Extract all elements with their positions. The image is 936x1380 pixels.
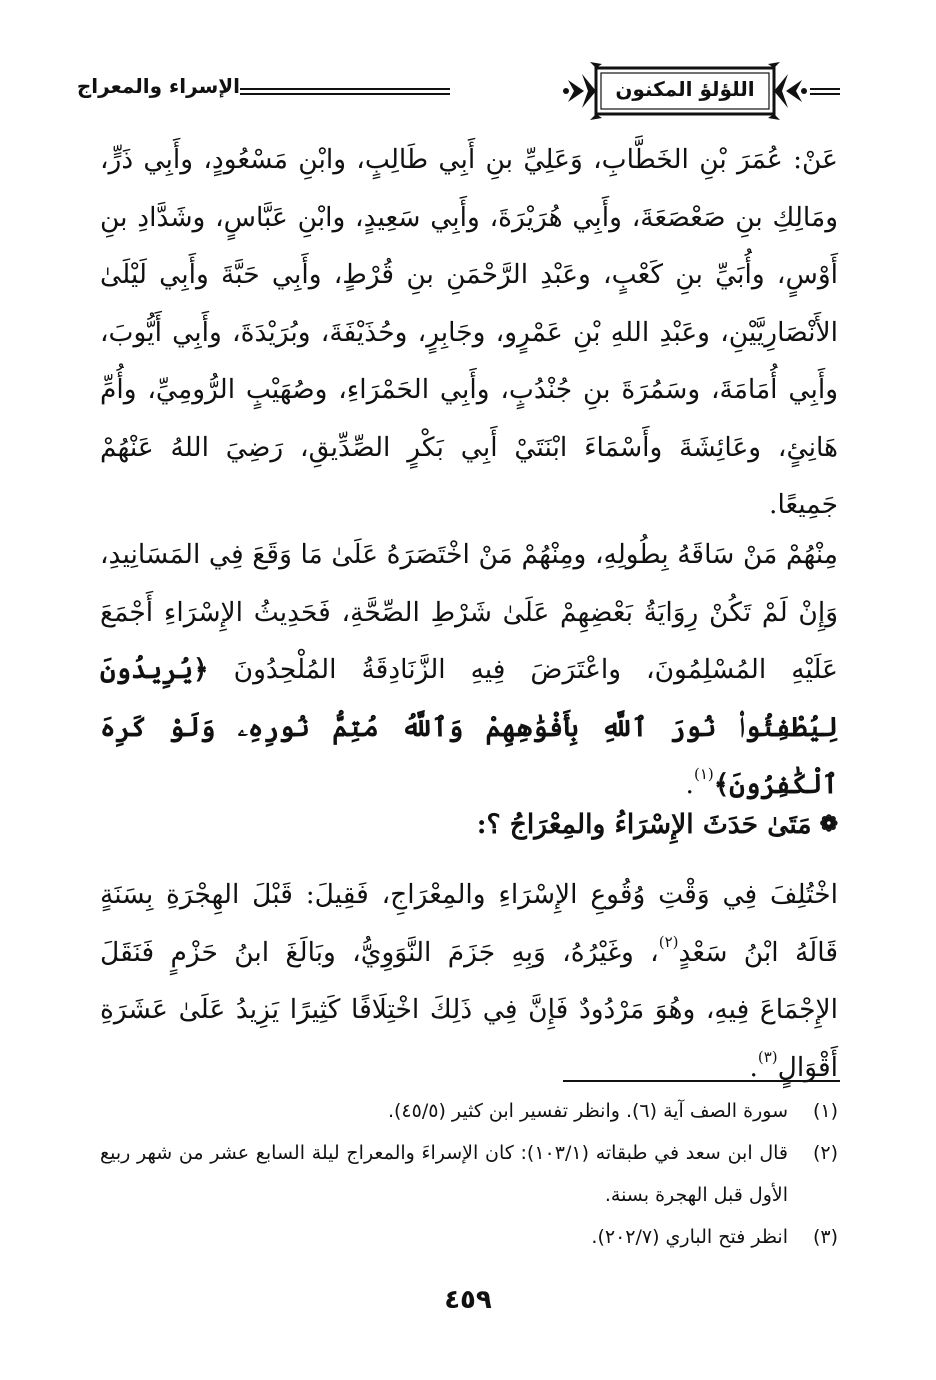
- footnote-ref-3[interactable]: (٣): [757, 1047, 778, 1066]
- paragraph-consensus: [100, 526, 838, 814]
- paragraph-consensus-end: .: [685, 769, 694, 800]
- book-title-frame: [562, 62, 808, 120]
- book-title: اللؤلؤ المكنون: [615, 77, 755, 101]
- flower-bullet-icon: ❁: [819, 811, 838, 837]
- quran-close-brace: ﴾: [713, 769, 730, 800]
- chapter-title: الإسراء والمعراج: [76, 74, 240, 98]
- footnote-item: [100, 1132, 838, 1216]
- paragraph-narrators: عَنْ: عُمَرَ بْنِ الخَطَّابِ، وَعَلِيِّ بنِ أَبِي طَالِبٍ، وابْنِ مَسْعُودٍ، وأَبِي ذَرٍّ، ومَالِكِ بنِ صَعْصَعَةَ، وأَبِي هُرَيْرَةَ، وأَبِي سَعِيدٍ، وابْنِ عَبَّاسٍ، وشَدَّادِ بنِ أَوْسٍ، وأُبَيِّ بنِ كَعْبٍ، وعَبْدِ الرَّحْمَنِ بنِ قُرْطٍ، وأَبِي حَبَّةَ وأَبِي لَيْلَىٰ الأَنْصَارِيَّيْنِ، وعَبْدِ اللهِ بْنِ عَمْرٍو، وجَابِرٍ، وحُذَيْفَةَ، وبُرَيْدَةَ، وأَبِي أَيُّوبَ، وأَبِي أُمَامَةَ، وسَمُرَةَ بنِ جُنْدُبٍ، وأَبِي الحَمْرَاءِ، وصُهَيْبٍ الرُّومِيِّ، وأُمِّ هَانِئٍ، وعَائِشَةَ وأَسْمَاءَ ابْنَتَيْ أَبِي بَكْرٍ الصِّدِّيقِ، رَضِيَ اللهُ عَنْهُمْ جَمِيعًا.: [100, 144, 838, 520]
- footnote-ref-1[interactable]: (١): [693, 765, 714, 783]
- footnote-number: (١): [812, 1100, 838, 1122]
- header-rule-right: [810, 88, 840, 95]
- page-number: ٤٥٩: [444, 1285, 492, 1315]
- paragraph-consensus-text: مِنْهُمْ مَنْ سَاقَهُ بِطُولِهِ، ومِنْهُمْ مَنْ اخْتَصَرَهُ عَلَىٰ مَا وَقَعَ فِي المَسَانِيدِ، وَإِنْ لَمْ تَكُنْ رِوَايَةُ بَعْضِهِمْ عَلَىٰ شَرْطِ الصِّحَّةِ، فَحَدِيثُ الإِسْرَاءِ أَجْمَعَ عَلَيْهِ المُسْلِمُونَ، واعْتَرَضَ فِيهِ الزَّنَادِقَةُ المُلْحِدُونَ: [100, 539, 838, 685]
- paragraph-dating: [100, 866, 838, 1096]
- footnote-item: [100, 1090, 838, 1132]
- footnote-text: انظر فتح الباري (٢٠٢/٧).: [591, 1226, 788, 1248]
- footnote-text: قال ابن سعد في طبقاته (١٠٣/١): كان الإسراءَ والمعراج ليلة السابع عشر من شهر ربيع الأول قبل الهجرة بسنة.: [100, 1142, 788, 1206]
- footnote-separator: [563, 1080, 840, 1082]
- quran-verse: يُرِيدُونَ لِيُطْفِئُوا۟ نُورَ ٱللَّهِ بِأَفْوَٰهِهِمْ وَٱللَّهُ مُتِمُّ نُورِهِۦ وَلَوْ كَرِهَ ٱلْكَٰفِرُونَ: [100, 654, 838, 800]
- footnote-ref-2[interactable]: (٢): [658, 932, 679, 951]
- paragraph-dating-end: .: [749, 1051, 758, 1083]
- paragraph-dating-text-a: اخْتُلِفَ فِي وَقْتِ وُقُوعِ الإِسْرَاءِ والمِعْرَاجِ، فَقِيلَ: قَبْلَ الهِجْرَةِ بِسَنَةٍ قَالَهُ ابْنُ سَعْدٍ: [100, 879, 838, 968]
- section-heading-text: مَتَىٰ حَدَثَ الإِسْرَاءُ والمِعْرَاجُ ؟:: [476, 809, 812, 840]
- header-rule-middle: [240, 88, 450, 95]
- footnotes: [100, 1090, 838, 1258]
- footnote-number: (٣): [812, 1226, 838, 1248]
- footnote-text: سورة الصف آية (٦). وانظر تفسير ابن كثير (٤٥/٥).: [387, 1100, 788, 1122]
- footnote-item: [100, 1216, 838, 1258]
- footnote-number: (٢): [812, 1142, 838, 1164]
- page-header: [76, 60, 840, 124]
- paragraph-dating-text-b: ، وغَيْرُهُ، وَبِهِ جَزَمَ النَّوَوِيُّ، وبَالَغَ ابنُ حَزْمٍ فَنَقَلَ الإِجْمَاعَ فِيهِ، وهُوَ مَرْدُودٌ فَإِنَّ فِي ذَلِكَ اخْتِلَافًا كَثِيرًا يَزِيدُ عَلَىٰ عَشَرَةِ أَقْوَالٍ: [100, 936, 838, 1083]
- quran-open-brace: ﴿: [193, 654, 209, 685]
- section-heading: [100, 796, 838, 853]
